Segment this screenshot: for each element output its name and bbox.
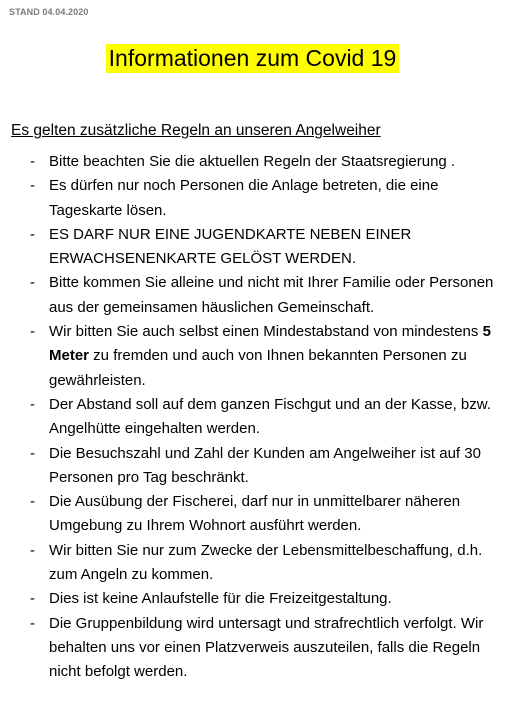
rule-item [0,271,505,320]
page-title: Informationen zum Covid 19 [106,44,400,73]
rule-text: Es dürfen nur noch Personen die Anlage betreten, die eine Tageskarte lösen. [49,177,439,219]
rule-text: Wir bitten Sie nur zum Zwecke der Lebensmittelbeschaffung, d.h. zum Angeln zu kommen. [49,541,483,584]
rule-text: Die Besuchszahl und Zahl der Kunden am Angelweiher ist auf 30 Personen pro Tag beschränkt. [49,444,481,486]
bullet-dash: - [30,395,35,413]
rule-text: Dies ist keine Anlaufstelle für die Freizeitgestaltung. [49,590,392,608]
bullet-dash: - [30,614,35,632]
bullet-dash: - [30,153,35,170]
bullet-dash: - [30,225,35,243]
rule-text: Bitte beachten Sie die aktuellen Regeln der Staatsregierung . [49,153,456,170]
rule-item [0,223,505,272]
rule-item [0,174,505,223]
rule-item [0,393,505,442]
bullet-dash: - [30,274,35,292]
rule-text: ES DARF NUR EINE JUGENDKARTE NEBEN EINER ERWACHSENENKARTE GELÖST WERDEN. [49,225,412,268]
distance-emphasis: 5 Meter [49,323,491,365]
bullet-dash: - [30,541,35,559]
rule-text-part: Wir bitten Sie auch selbst einen Mindestabstand von mindestens [49,323,483,341]
document-date-stamp: STAND 04.04.2020 [9,7,89,17]
rule-text: Die Ausübung der Fischerei, darf nur in unmittelbarer näheren Umgebung zu Ihrem Wohnort ausführt werden. [49,493,461,535]
bullet-dash: - [30,323,35,341]
rules-subheading: Es gelten zusätzliche Regeln an unseren Angelweiher [11,122,381,139]
bullet-dash: - [30,444,35,462]
rule-item [0,612,505,685]
rule-item [0,320,505,393]
rule-text: Die Gruppenbildung wird untersagt und strafrechtlich verfolgt. Wir behalten uns vor einen Platzverweis auszuteilen, falls die Regeln nicht befolgt werden. [49,614,484,681]
rules-list [0,150,505,685]
rule-text: Der Abstand soll auf dem ganzen Fischgut und an der Kasse, bzw. Angelhütte eingehalten werden. [49,395,491,438]
rule-item [0,539,505,588]
rule-text: Bitte kommen Sie alleine und nicht mit Ihrer Familie oder Personen aus der gemeinsamen häuslichen Gemeinschaft. [49,274,494,316]
rule-item [0,150,505,174]
rule-item [0,587,505,611]
bullet-dash: - [30,590,35,608]
rule-item [0,490,505,539]
title-container [0,44,505,73]
rule-text-distance [49,323,491,389]
rule-item [0,442,505,491]
bullet-dash: - [30,177,35,195]
rule-text-part: zu fremden und auch von Ihnen bekannten Personen zu gewährleisten. [49,347,467,389]
bullet-dash: - [30,493,35,511]
